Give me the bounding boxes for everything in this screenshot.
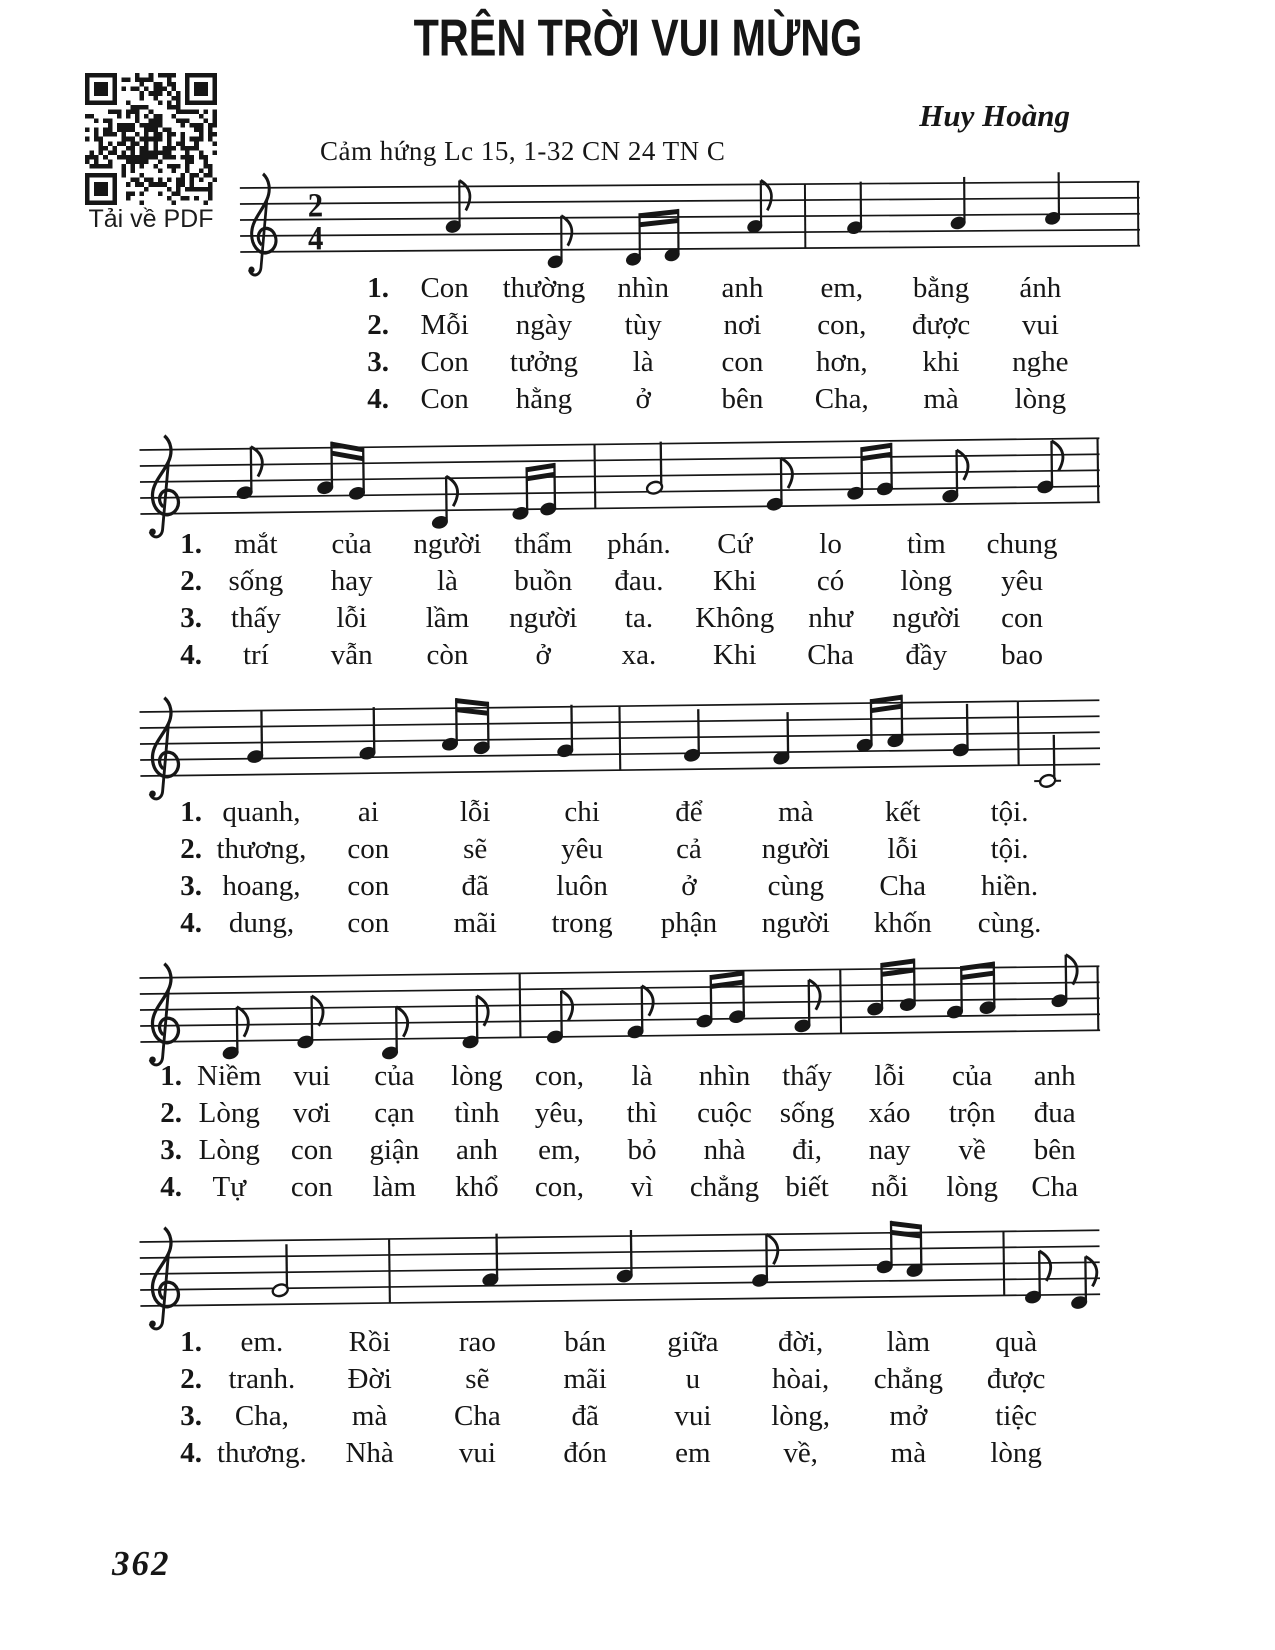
- lyric-syllable: giữa: [667, 1326, 719, 1358]
- inspiration-caption: Cảm hứng Lc 15, 1-32 CN 24 TN C: [320, 136, 726, 166]
- lyric-syllable: yêu: [1001, 565, 1044, 597]
- lyric-syllable: khi: [922, 346, 960, 378]
- lyric-syllable: Tự: [212, 1171, 246, 1203]
- lyric-syllable: Khi: [713, 565, 757, 597]
- lyric-syllable: Nhà: [345, 1437, 394, 1469]
- lyric-syllable: phán.: [607, 528, 671, 560]
- lyric-syllable: thì: [626, 1097, 658, 1129]
- lyric-syllable: mà: [890, 1437, 927, 1469]
- lyric-syllable: lòng: [990, 1437, 1042, 1469]
- lyric-syllable: vẫn: [330, 639, 373, 671]
- verse-number: 2.: [160, 1097, 182, 1129]
- lyric-syllable: lòng: [900, 565, 953, 597]
- lyric-syllable: rao: [458, 1326, 496, 1358]
- lyric-syllable: anh: [455, 1134, 498, 1166]
- verse-number: 3.: [367, 346, 389, 378]
- verse-line: [345, 309, 1090, 346]
- treble-clef-icon: [248, 174, 276, 275]
- verse-number: 1.: [180, 1326, 202, 1358]
- lyric-syllable: yêu: [561, 833, 603, 865]
- music-staff-3: [139, 680, 1100, 812]
- lyric-syllable: của: [374, 1060, 415, 1092]
- lyric-syllable: con,: [817, 309, 867, 341]
- verse-line: [158, 796, 1063, 833]
- staff-notation: [139, 680, 1100, 812]
- lyric-syllable: mà: [351, 1400, 388, 1432]
- verse-line: [345, 383, 1090, 420]
- lyric-syllable: tội.: [990, 796, 1029, 828]
- verse-number: 2.: [180, 565, 202, 597]
- treble-clef-icon: [148, 964, 179, 1065]
- lyric-syllable: Con: [420, 383, 469, 415]
- lyric-syllable: nhà: [703, 1134, 746, 1166]
- verse-number: 2.: [367, 309, 389, 341]
- lyric-syllable: anh: [1033, 1060, 1076, 1092]
- lyric-syllable: được: [911, 309, 971, 341]
- lyric-syllable: là: [632, 346, 654, 378]
- song-title: [0, 10, 1275, 65]
- lyric-syllable: lỗi: [459, 796, 491, 828]
- lyric-syllable: tình: [454, 1097, 500, 1129]
- lyric-syllable: Mỗi: [420, 309, 469, 341]
- verse-line: [138, 1171, 1096, 1208]
- lyric-syllable: vì: [630, 1171, 654, 1203]
- lyric-syllable: vui: [458, 1437, 496, 1469]
- qr-code[interactable]: [85, 73, 217, 205]
- lyric-syllable: khổ: [455, 1171, 499, 1203]
- lyric-syllable: giận: [369, 1134, 420, 1166]
- lyric-syllable: đã: [571, 1400, 599, 1432]
- verse-number: 1.: [160, 1060, 182, 1092]
- lyric-syllable: hiền.: [980, 870, 1039, 902]
- staff-notation: [139, 946, 1100, 1078]
- lyric-syllable: bán: [564, 1326, 607, 1358]
- lyric-syllable: tùy: [624, 309, 662, 341]
- verse-number: 4.: [180, 1437, 202, 1469]
- lyric-syllable: Niềm: [197, 1060, 262, 1092]
- lyric-syllable: ta.: [624, 602, 654, 634]
- lyric-syllable: đã: [461, 870, 489, 902]
- lyric-syllable: Cha,: [234, 1400, 289, 1432]
- verse-line: [138, 1097, 1096, 1134]
- lyric-syllable: sẽ: [465, 1363, 490, 1395]
- lyric-syllable: sẽ: [463, 833, 488, 865]
- svg-text:2: 2: [307, 185, 324, 224]
- verse-number: 1.: [180, 528, 202, 560]
- lyric-syllable: hơn,: [815, 346, 868, 378]
- lyric-syllable: bên: [1033, 1134, 1076, 1166]
- lyric-syllable: Khi: [713, 639, 757, 671]
- lyric-syllable: nhìn: [617, 272, 669, 304]
- verse-block-5: [158, 1326, 1070, 1474]
- lyric-syllable: đón: [563, 1437, 607, 1469]
- lyric-syllable: phận: [660, 907, 718, 939]
- lyric-syllable: trộn: [948, 1097, 996, 1129]
- verse-number: 4.: [180, 907, 202, 939]
- lyric-syllable: chẳng: [689, 1171, 760, 1203]
- lyric-syllable: lỗi: [887, 833, 918, 865]
- lyric-syllable: vui: [293, 1060, 331, 1092]
- lyric-syllable: đời,: [778, 1326, 824, 1358]
- lyric-syllable: mãi: [453, 907, 497, 939]
- lyric-syllable: tưởng: [509, 346, 578, 378]
- lyric-syllable: luôn: [556, 870, 608, 902]
- lyric-syllable: kết: [884, 796, 921, 828]
- lyric-syllable: cùng.: [977, 907, 1042, 939]
- lyric-syllable: con,: [534, 1171, 584, 1203]
- lyric-syllable: lòng: [1014, 383, 1067, 415]
- download-pdf-link[interactable]: Tải về PDF: [88, 205, 214, 233]
- lyric-syllable: Con: [420, 346, 469, 378]
- lyric-syllable: Rồi: [348, 1326, 391, 1358]
- lyric-syllable: người: [509, 602, 578, 634]
- verse-line: [345, 346, 1090, 383]
- verse-number: 2.: [180, 1363, 202, 1395]
- verse-number: 3.: [160, 1134, 182, 1166]
- staff-notation: [139, 1210, 1100, 1342]
- music-staff-5: [139, 1210, 1100, 1342]
- lyric-syllable: có: [816, 565, 845, 597]
- svg-text:4: 4: [307, 218, 324, 257]
- page-number: 362: [112, 1544, 171, 1583]
- treble-clef-icon: [148, 436, 179, 537]
- lyric-syllable: cạn: [374, 1097, 415, 1129]
- lyric-syllable: Lòng: [198, 1134, 260, 1166]
- lyric-syllable: quà: [995, 1326, 1038, 1358]
- lyric-syllable: Con: [420, 272, 469, 304]
- verse-number: 1.: [180, 796, 202, 828]
- lyric-syllable: khốn: [873, 907, 932, 939]
- lyric-syllable: người: [892, 602, 961, 634]
- lyric-syllable: vui: [674, 1400, 712, 1432]
- lyric-syllable: con: [721, 346, 764, 378]
- verse-number: 2.: [180, 833, 202, 865]
- lyric-syllable: Cha: [807, 639, 854, 671]
- verse-block-4: [138, 1060, 1096, 1208]
- verse-block-3: [158, 796, 1063, 944]
- lyric-syllable: ai: [357, 796, 379, 828]
- lyric-syllable: dung,: [228, 907, 295, 939]
- lyric-syllable: mãi: [563, 1363, 607, 1395]
- lyric-syllable: con,: [534, 1060, 584, 1092]
- lyric-syllable: của: [952, 1060, 993, 1092]
- lyric-syllable: người: [761, 907, 830, 939]
- verse-number: 4.: [180, 639, 202, 671]
- verse-number: 4.: [367, 383, 389, 415]
- composer-name: Huy Hoàng: [919, 98, 1070, 133]
- lyric-syllable: là: [631, 1060, 653, 1092]
- lyric-syllable: hay: [330, 565, 373, 597]
- lyric-syllable: lòng: [946, 1171, 998, 1203]
- lyric-syllable: Cha: [879, 870, 927, 902]
- lyric-syllable: em,: [538, 1134, 581, 1166]
- lyric-syllable: cả: [676, 833, 702, 865]
- lyric-syllable: thẩm: [514, 528, 573, 560]
- lyric-syllable: chung: [986, 528, 1058, 560]
- lyric-syllable: con: [347, 833, 390, 865]
- verse-line: [158, 1400, 1070, 1437]
- lyric-syllable: tranh.: [228, 1363, 296, 1395]
- lyric-syllable: trí: [242, 639, 269, 671]
- lyric-syllable: quanh,: [222, 796, 301, 828]
- verse-number: 3.: [180, 602, 202, 634]
- lyric-syllable: buồn: [514, 565, 573, 597]
- lyric-syllable: yêu,: [534, 1097, 584, 1129]
- lyric-syllable: bỏ: [627, 1134, 657, 1166]
- lyric-syllable: lỗi: [874, 1060, 905, 1092]
- lyric-syllable: em: [675, 1437, 711, 1469]
- lyric-syllable: đau.: [614, 565, 664, 597]
- verse-line: [158, 907, 1063, 944]
- verse-line: [345, 272, 1090, 309]
- lyric-syllable: hoang,: [222, 870, 301, 902]
- verse-number: 4.: [160, 1171, 182, 1203]
- verse-block-1: [345, 272, 1090, 420]
- lyric-syllable: ở: [681, 870, 697, 902]
- lyric-syllable: anh: [721, 272, 764, 304]
- lyric-syllable: con: [1001, 602, 1044, 634]
- verse-line: [138, 1060, 1096, 1097]
- lyric-syllable: ngày: [515, 309, 573, 341]
- lyric-syllable: ở: [635, 383, 651, 415]
- lyric-syllable: làm: [886, 1326, 931, 1358]
- lyric-syllable: lo: [819, 528, 842, 560]
- lyric-syllable: hằng: [515, 383, 573, 415]
- verse-line: [158, 528, 1070, 565]
- verse-line: [158, 870, 1063, 907]
- lyric-syllable: mà: [923, 383, 959, 415]
- verse-line: [158, 833, 1063, 870]
- lyric-syllable: Cha,: [814, 383, 869, 415]
- verse-line: [158, 602, 1070, 639]
- verse-line: [158, 1326, 1070, 1363]
- lyric-syllable: về: [958, 1134, 986, 1166]
- verse-line: [138, 1134, 1096, 1171]
- lyric-syllable: trong: [551, 907, 613, 939]
- lyric-syllable: là: [436, 565, 458, 597]
- verse-line: [158, 565, 1070, 602]
- lyric-syllable: thấy: [230, 602, 281, 634]
- lyric-syllable: biết: [785, 1171, 829, 1203]
- lyric-syllable: lầm: [425, 602, 470, 634]
- lyric-syllable: mắt: [234, 528, 278, 560]
- lyric-syllable: tội.: [990, 833, 1029, 865]
- lyric-syllable: đầy: [905, 639, 948, 671]
- lyric-syllable: lòng,: [771, 1400, 831, 1432]
- lyric-syllable: Không: [695, 602, 775, 634]
- lyric-syllable: thương,: [216, 833, 307, 865]
- lyric-syllable: lỗi: [336, 602, 367, 634]
- verse-line: [158, 1437, 1070, 1474]
- verse-line: [158, 1363, 1070, 1400]
- lyric-syllable: được: [986, 1363, 1046, 1395]
- lyric-syllable: xa.: [621, 639, 657, 671]
- lyric-syllable: sống: [228, 565, 284, 597]
- lyric-syllable: con: [347, 870, 390, 902]
- lyric-syllable: đua: [1033, 1097, 1076, 1129]
- verse-number: 3.: [180, 870, 202, 902]
- lyric-syllable: con: [290, 1134, 333, 1166]
- lyric-syllable: bằng: [912, 272, 970, 304]
- lyric-syllable: làm: [372, 1171, 417, 1203]
- lyric-syllable: sống: [779, 1097, 835, 1129]
- lyric-syllable: bao: [1001, 639, 1044, 671]
- lyric-syllable: tiệc: [995, 1400, 1038, 1432]
- lyric-syllable: mà: [778, 796, 814, 828]
- lyric-syllable: em,: [820, 272, 864, 304]
- verse-block-2: [158, 528, 1070, 676]
- lyric-syllable: nơi: [723, 309, 762, 341]
- lyric-syllable: cùng: [767, 870, 824, 902]
- lyric-syllable: người: [761, 833, 830, 865]
- lyric-syllable: còn: [426, 639, 469, 671]
- lyric-syllable: hòai,: [772, 1363, 830, 1395]
- lyric-syllable: vui: [1021, 309, 1059, 341]
- qr-code-image[interactable]: [85, 73, 217, 205]
- lyric-syllable: để: [675, 796, 703, 828]
- lyric-syllable: nghe: [1012, 346, 1069, 378]
- lyric-syllable: Cha: [1031, 1171, 1079, 1203]
- lyric-syllable: như: [808, 602, 853, 634]
- lyric-syllable: Cha: [454, 1400, 501, 1432]
- verse-line: [158, 639, 1070, 676]
- lyric-syllable: nỗi: [871, 1171, 909, 1203]
- lyric-syllable: u: [685, 1363, 701, 1395]
- lyric-syllable: chi: [564, 796, 600, 828]
- lyric-syllable: nhìn: [698, 1060, 751, 1092]
- music-staff-4: [139, 946, 1100, 1078]
- lyric-syllable: Cứ: [717, 528, 753, 560]
- lyric-syllable: người: [413, 528, 482, 560]
- lyric-syllable: nay: [868, 1134, 911, 1166]
- lyric-syllable: vơi: [292, 1097, 331, 1129]
- lyric-syllable: Đời: [347, 1363, 392, 1395]
- treble-clef-icon: [148, 698, 179, 799]
- lyric-syllable: cuộc: [697, 1097, 752, 1129]
- lyric-syllable: đi,: [792, 1134, 822, 1166]
- treble-clef-icon: [148, 1228, 179, 1329]
- lyric-syllable: mở: [889, 1400, 928, 1432]
- lyric-syllable: ánh: [1019, 272, 1062, 304]
- lyric-syllable: lòng: [451, 1060, 503, 1092]
- lyric-syllable: chẳng: [873, 1363, 943, 1395]
- lyric-syllable: ở: [535, 639, 551, 671]
- lyric-syllable: con: [290, 1171, 333, 1203]
- lyric-syllable: em.: [240, 1326, 284, 1358]
- music-staff-1: [240, 162, 1141, 288]
- lyric-syllable: bên: [721, 383, 764, 415]
- lyric-syllable: con: [347, 907, 390, 939]
- lyric-syllable: xáo: [868, 1097, 911, 1129]
- lyric-syllable: thường: [502, 272, 586, 304]
- lyric-syllable: thương.: [216, 1437, 307, 1469]
- verse-number: 3.: [180, 1400, 202, 1432]
- staff-notation: [240, 162, 1141, 288]
- lyric-syllable: tìm: [906, 528, 946, 560]
- lyric-syllable: về,: [783, 1437, 818, 1469]
- song-title-text: TRÊN TRỜI VUI MỪNG: [413, 8, 862, 67]
- lyric-syllable: thấy: [782, 1060, 833, 1092]
- lyric-syllable: của: [331, 528, 372, 560]
- lyric-syllable: Lòng: [198, 1097, 260, 1129]
- verse-number: 1.: [367, 272, 389, 304]
